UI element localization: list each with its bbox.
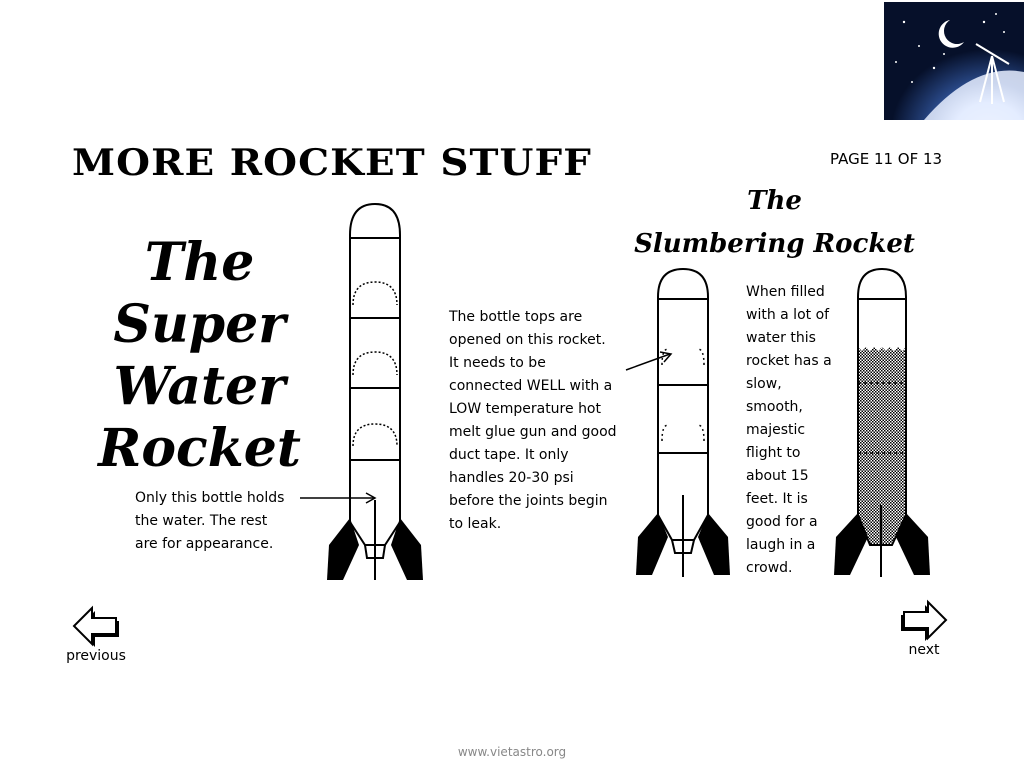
desc-line: flight to	[746, 445, 801, 461]
note-line: opened on this rocket.	[449, 332, 606, 348]
desc-line: with a lot of	[746, 307, 830, 323]
note-line: melt glue gun and good	[449, 424, 617, 440]
note-line: duct tape. It only	[449, 447, 569, 463]
note-line: connected WELL with a	[449, 378, 613, 394]
caption-line: the water. The rest	[135, 513, 268, 529]
super-water-rocket-diagram	[325, 200, 435, 585]
title-line: Water	[113, 356, 286, 417]
slumbering-rocket-title	[612, 180, 937, 266]
desc-line: smooth,	[746, 399, 803, 415]
desc-line: rocket has a	[746, 353, 832, 369]
slumbering-rocket-diagram	[632, 265, 737, 580]
footer-site: www.vietastro.org	[457, 745, 567, 759]
page-indicator: PAGE 11 OF 13	[830, 150, 943, 168]
note-line: It needs to be	[449, 355, 546, 371]
connection-note	[449, 306, 617, 536]
title-line: Slumbering Rocket	[634, 229, 915, 259]
caption-line: Only this bottle holds	[135, 490, 285, 506]
desc-line: about 15	[746, 468, 809, 484]
note-line: before the joints begin	[449, 493, 608, 509]
title-line: Rocket	[98, 418, 301, 479]
arrow-left-icon	[70, 604, 122, 650]
desc-line: water this	[746, 330, 816, 346]
title-line: Super	[113, 294, 286, 355]
next-button[interactable]	[894, 598, 954, 658]
title-line: The	[747, 186, 802, 216]
water-filled-rocket-diagram	[830, 265, 935, 580]
note-line: LOW temperature hot	[449, 401, 601, 417]
note-line: handles 20-30 psi	[449, 470, 574, 486]
desc-line: good for a	[746, 514, 818, 530]
desc-line: majestic	[746, 422, 806, 438]
super-rocket-caption	[135, 487, 284, 556]
arrow-right-icon	[898, 598, 950, 644]
super-rocket-title	[82, 232, 317, 480]
desc-line: laugh in a	[746, 537, 816, 553]
note-line: to leak.	[449, 516, 502, 532]
title-line: The	[144, 232, 255, 293]
desc-line: slow,	[746, 376, 782, 392]
caption-line: are for appearance.	[135, 536, 274, 552]
slumbering-rocket-description	[746, 281, 832, 580]
desc-line: crowd.	[746, 560, 793, 576]
desc-line: When filled	[746, 284, 825, 300]
pointer-arrow-icon	[298, 490, 378, 506]
page-title: MORE ROCKET STUFF	[72, 142, 592, 184]
previous-button[interactable]	[58, 604, 134, 664]
desc-line: feet. It is	[746, 491, 808, 507]
night-sky-telescope-icon	[884, 2, 1024, 120]
note-line: The bottle tops are	[449, 309, 583, 325]
previous-label: previous	[66, 648, 126, 664]
next-label: next	[908, 642, 940, 658]
